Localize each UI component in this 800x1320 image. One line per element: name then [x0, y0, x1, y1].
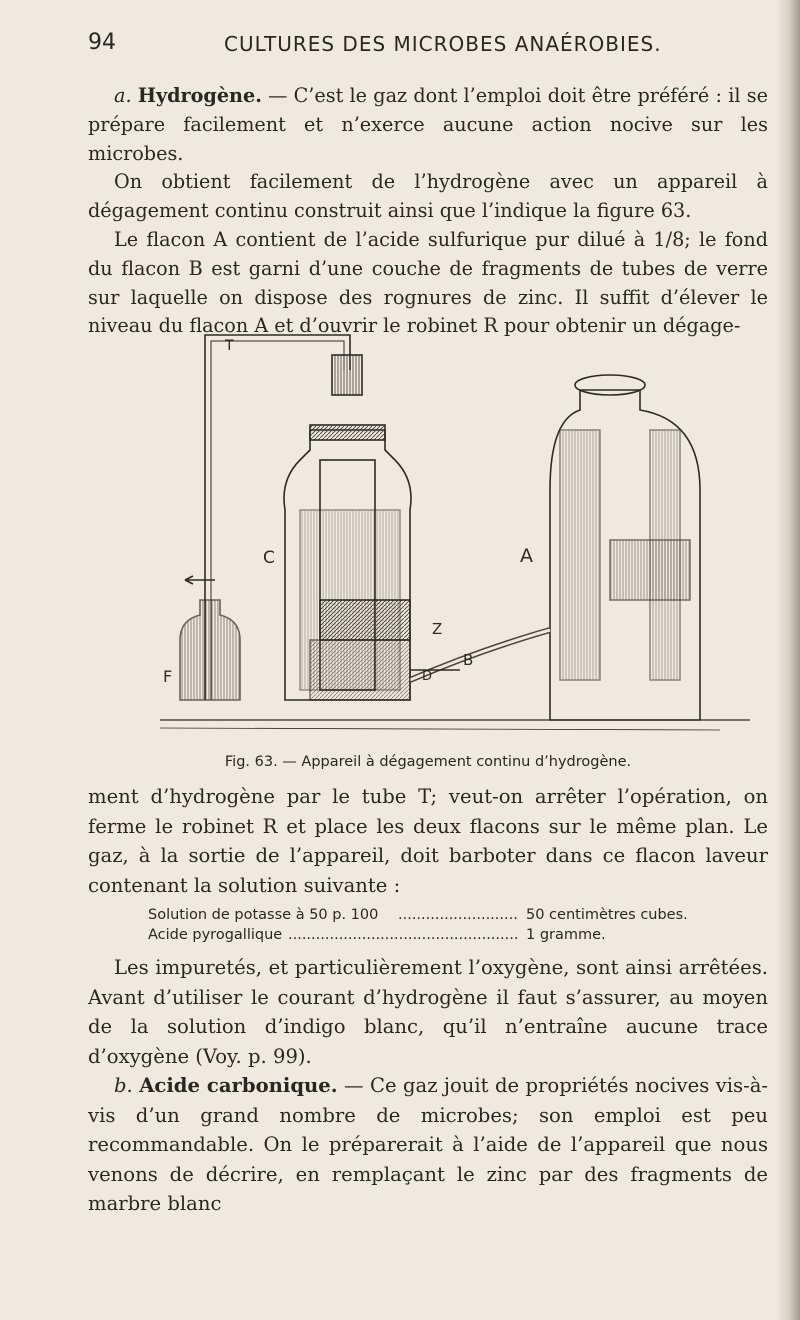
section-a-para3: Le flacon A contient de l’acide sulfurique pur dilué à 1/8; le fond du flacon B est garni d’une couche de fragments de tubes de verre sur laquelle on dispose des rognures de zinc. Il suffit d’élever le niveau du flacon A et d’ouvrir le robinet R pour obtenir un dégage- [88, 227, 768, 338]
recipe-row [148, 925, 708, 945]
section-b-text: — Ce gaz jouit de propriétés nocives vis-à-vis d’un grand nombre de microbes; son emploi est peu recommandable. On le préparerait à l’aide de l’appareil que nous venons de décrire, en remplaçant le zinc par des fragments de marbre blanc [88, 1074, 768, 1215]
recipe-table [148, 905, 708, 945]
figure-label-c: C [263, 548, 275, 568]
section-a-intro [88, 82, 768, 168]
recipe-quantity: 1 gramme. [526, 927, 606, 943]
section-b-title: Acide carbonique. [139, 1074, 338, 1097]
leader-dots: .................................................. [288, 927, 518, 943]
section-b-para [88, 1071, 768, 1219]
apparatus-figure [160, 310, 760, 745]
recipe-item: Solution de potasse à 50 p. 100 [148, 907, 379, 923]
stopcock-r [332, 355, 362, 395]
section-a-continued-text: ment d’hydrogène par le tube T; veut-on arrêter l’opération, on ferme le robinet R et place les deux flacons sur le même plan. Le gaz, à la sortie de l’appareil, doit barboter dans ce flacon laveur contenant la solution suivante : [88, 785, 768, 897]
figure-label-a: A [520, 545, 533, 567]
figure-label-d: D [422, 669, 433, 684]
section-b-label: b. [114, 1074, 133, 1097]
running-title: CULTURES DES MICROBES ANAÉROBIES. [224, 32, 662, 56]
section-a-text [88, 82, 768, 341]
bottle-f [180, 600, 240, 700]
section-a-label: a. [114, 84, 132, 107]
leader-dots: .......................... [398, 907, 518, 923]
section-a-title: Hydrogène. [137, 84, 262, 107]
recipe-item: Acide pyrogallique [148, 927, 283, 943]
figure-label-z: Z [432, 620, 443, 638]
page-number: 94 [88, 30, 116, 55]
figure-label-b: B [463, 651, 474, 669]
closing-text [88, 953, 768, 1219]
recipe-quantity: 50 centimètres cubes. [526, 907, 688, 923]
figure-caption: Fig. 63. — Appareil à dégagement continu d’hydrogène. [224, 754, 632, 770]
section-a-continued [88, 782, 768, 900]
page-edge-shadow [776, 0, 800, 1320]
zinc-layer [320, 600, 410, 640]
section-a-para2: On obtient facilement de l’hydrogène avec un appareil à dégagement continu construit ainsi que l’indique la figure 63. [88, 170, 768, 223]
section-a-intro-text: — C’est le gaz dont l’emploi doit être préféré : il se prépare facilement et n’exerce aucune action nocive sur les microbes. [88, 84, 768, 165]
figure-label-t: T [225, 338, 234, 354]
recipe-row [148, 905, 708, 925]
page-header [88, 30, 768, 64]
closing-para1: Les impuretés, et particulièrement l’oxygène, sont ainsi arrêtées. Avant d’utiliser le courant d’hydrogène il faut s’assurer, au moyen de la solution d’indigo blanc, qu’il n’entraîne aucune trace d’oxygène (Voy. p. 99). [88, 956, 768, 1068]
figure-label-f: F [163, 667, 173, 686]
